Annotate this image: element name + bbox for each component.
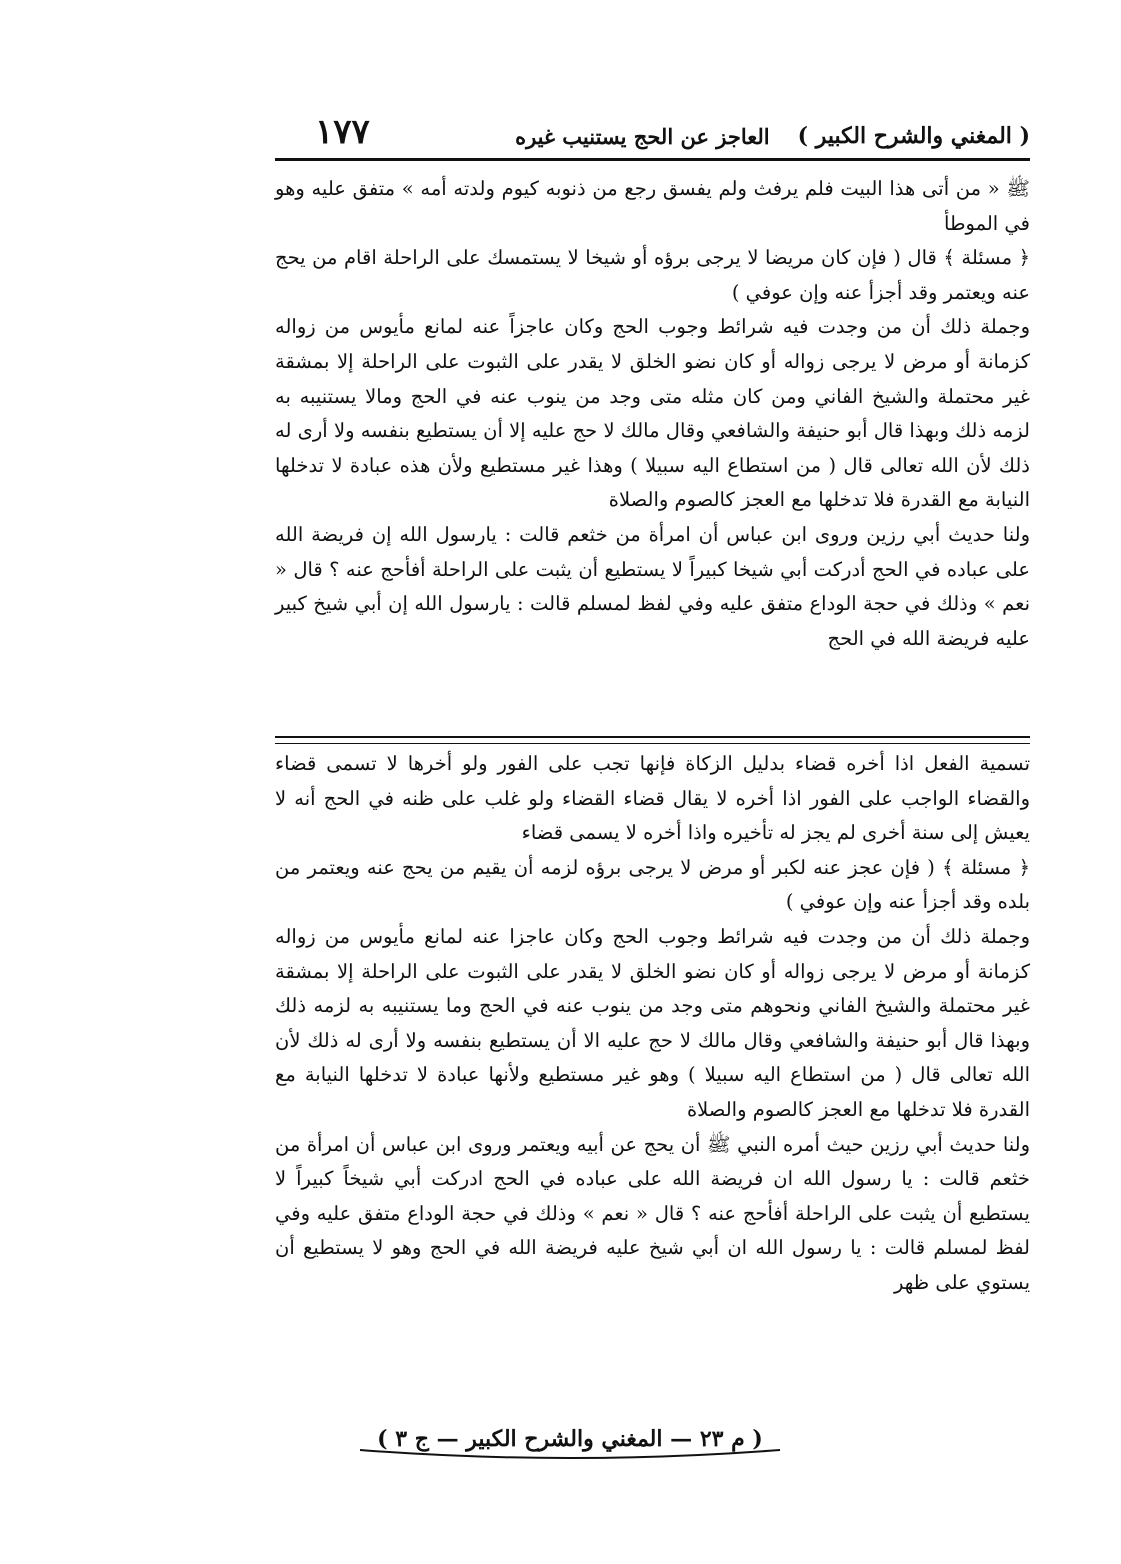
upper-paragraph-1: ﷺ « من أتى هذا البيت فلم يرفث ولم يفسق رجع من ذنوبه كيوم ولدته أمه » متفق عليه وهو في الموطأ <box>275 177 1030 235</box>
chapter-title: العاجز عن الحج يستنيب غيره <box>515 123 770 149</box>
lower-paragraph-3: وجملة ذلك أن من وجدت فيه شرائط وجوب الحج وكان عاجزا عنه لمانع مأيوس من زواله كزمانة أو مرض لا يرجى زواله أو كان نضو الخلق لا يقدر على الثبوت على الراحلة إلا بمشقة غير محتملة والشيخ الفاني ونحوهم متى وجد من ينوب عنه في الحج وما يستنيبه به لزمه ذلك وبهذا قال أبو حنيفة والشافعي وقال مالك لا حج عليه الا أن يستطيع بنفسه ولا أرى له ذلك لأن الله تعالى قال ( من استطاع اليه سبيلا ) وهو غير مستطيع ولأنها عبادة لا تدخلها النيابة مع القدرة فلا تدخلها مع العجز كالصوم والصلاة <box>275 924 1030 1121</box>
page-number: ١٧٧ <box>315 112 370 152</box>
signature-mark: ( م ٢٣ — المغني والشرح الكبير — ج ٣ ) <box>377 1426 763 1452</box>
lower-paragraph-4: ولنا حديث أبي رزين حيث أمره النبي ﷺ أن يحج عن أبيه ويعتمر وروى ابن عباس أن امرأة من خثعم قالت : يا رسول الله ان فريضة الله على عباده في الحج ادركت أبي شيخاً كبيراً لا يستطيع أن يثبت على الراحلة أفأحج عنه ؟ قال « نعم » وذلك في حجة الوداع متفق عليه وفي لفظ لمسلم قالت : يا رسول الله ان أبي شيخ عليه فريضة الله في الحج وهو لا يستطيع أن يستوي على ظهر <box>275 1132 1030 1294</box>
upper-paragraph-3: وجملة ذلك أن من وجدت فيه شرائط وجوب الحج وكان عاجزاً عنه لمانع مأيوس من زواله كزمانة أو مرض لا يرجى زواله أو كان نضو الخلق لا يقدر على الثبوت على الراحلة إلا بمشقة غير محتملة والشيخ الفاني ومن كان مثله متى وجد من ينوب عنه في الحج ومالا يستنيبه به لزمه ذلك وبهذا قال أبو حنيفة والشافعي وقال مالك لا حج عليه إلا أن يستطيع بنفسه ولا أرى له ذلك لأن الله تعالى قال ( من استطاع اليه سبيلا ) وهذا غير مستطيع ولأن هذه عبادة لا تدخلها النيابة مع القدرة فلا تدخلها مع العجز كالصوم والصلاة <box>275 315 1030 512</box>
header-rule <box>275 158 1030 161</box>
upper-text-block <box>275 172 1030 656</box>
book-title: ( المغني والشرح الكبير ) <box>797 123 1030 149</box>
lower-paragraph-1: تسمية الفعل اذا أخره قضاء بدليل الزكاة فإنها تجب على الفور ولو أخرها لا تسمى قضاء والقضاء الواجب على الفور اذا أخره لا يقال قضاء القضاء ولو غلب على ظنه في الحج أنه لا يعيش إلى سنة أخرى لم يجز له تأخيره واذا أخره لا يسمى قضاء <box>275 752 1030 845</box>
lower-text-block <box>275 747 1030 1301</box>
section-divider <box>275 736 1030 744</box>
signature-bracket-curve <box>355 1448 785 1464</box>
upper-paragraph-2: ﴿ مسئلة ﴾ قال ( فإن كان مريضا لا يرجى برؤه أو شيخا لا يستمسك على الراحلة اقام من يحج عنه ويعتمر وقد أجزأ عنه وإن عوفي ) <box>275 246 1030 304</box>
lower-paragraph-2: ﴿ مسئلة ﴾ ( فإن عجز عنه لكبر أو مرض لا يرجى برؤه لزمه أن يقيم من يحج عنه ويعتمر من بلده وقد أجزأ عنه وإن عوفي ) <box>275 855 1030 914</box>
running-header <box>275 112 1030 160</box>
upper-paragraph-4: ولنا حديث أبي رزين وروى ابن عباس أن امرأة من خثعم قالت : يارسول الله إن فريضة الله على عباده في الحج أدركت أبي شيخا كبيراً لا يستطيع أن يثبت على الراحلة أفأحج عنه ؟ قال « نعم » وذلك في حجة الوداع متفق عليه وفي لفظ لمسلم قالت : يارسول الله إن أبي شيخ كبير عليه فريضة الله في الحج <box>275 522 1030 650</box>
